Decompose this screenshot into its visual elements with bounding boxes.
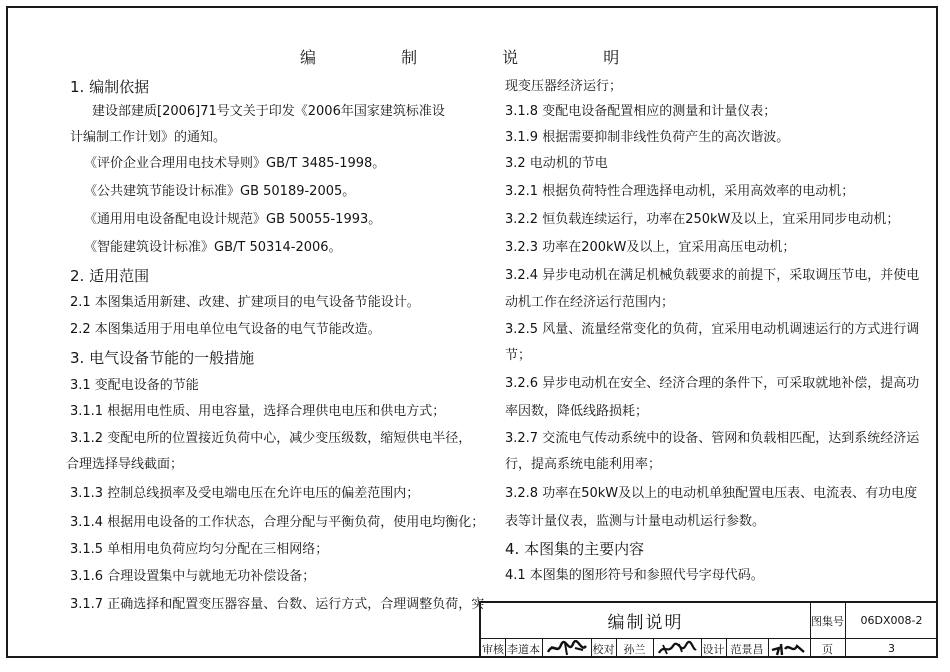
text-line: 合理选择导线截面； — [66, 457, 184, 472]
standard-reference: 《智能建筑设计标准》GB/T 50314-2006。 — [84, 240, 342, 255]
text-line: 2.2 本图集适用于用电单位电气设备的电气节能改造。 — [70, 322, 381, 337]
text-line: 3.1.9 根据需要抑制非线性负荷产生的高次谐波。 — [505, 130, 790, 145]
text-line: 行，提高系统电能利用率； — [505, 457, 662, 472]
text-line: 3.1.7 正确选择和配置变压器容量、台数、运行方式，合理调整负荷，实 — [70, 597, 485, 612]
page-number: 3 — [888, 642, 895, 655]
designer-signature-image — [769, 640, 809, 658]
checker-signature-image — [655, 640, 699, 658]
text-line: 4.1 本图集的图形符号和参照代号字母代码。 — [505, 568, 764, 583]
standard-reference: 《评价企业合理用电技术导则》GB/T 3485-1998。 — [84, 156, 386, 171]
designer-signature — [768, 639, 810, 658]
section-heading-basis: 1. 编制依据 — [70, 78, 150, 96]
reviewer-signature — [542, 639, 591, 658]
text-line: 3.1 变配电设备的节能 — [70, 378, 199, 393]
page-label: 页 — [822, 642, 833, 656]
designer-name: 范景昌 — [730, 642, 764, 656]
checker-name: 孙兰 — [623, 642, 646, 656]
text-line: 率因数，降低线路损耗； — [505, 404, 649, 419]
text-line: 3.2.7 交流电气传动系统中的设备、管网和负载相匹配，达到系统经济运 — [505, 431, 920, 446]
section-heading-measures: 3. 电气设备节能的一般措施 — [70, 349, 255, 367]
drawing-title: 编制说明 — [607, 613, 684, 633]
standard-reference: 《公共建筑节能设计标准》GB 50189-2005。 — [84, 184, 356, 199]
text-line: 3.1.4 根据用电设备的工作状态，合理分配与平衡负荷，使用电均衡化； — [70, 515, 485, 530]
text-line: 建设部建质[2006]71号文关于印发《2006年国家建筑标准设 — [92, 104, 445, 119]
reviewer-signature-image — [545, 640, 589, 658]
text-line: 3.2.1 根据负荷特性合理选择电动机，采用高效率的电动机； — [505, 184, 855, 199]
text-line: 节； — [505, 348, 532, 363]
reviewer-name: 李道本 — [507, 642, 540, 656]
section-heading-scope: 2. 适用范围 — [70, 267, 150, 285]
text-line: 3.1.2 变配电所的位置接近负荷中心，减少变压级数，缩短供电半径， — [70, 431, 472, 446]
text-line: 3.1.5 单相用电负荷应均匀分配在三相网络； — [70, 542, 329, 557]
text-line: 2.1 本图集适用新建、改建、扩建项目的电气设备节能设计。 — [70, 295, 420, 310]
checker-label: 校对 — [592, 642, 615, 656]
text-line: 3.1.3 控制总线损率及受电端电压在允许电压的偏差范围内； — [70, 486, 420, 501]
designer-label: 设计 — [702, 642, 725, 656]
reviewer-label: 审核 — [482, 642, 504, 656]
atlas-number-label: 图集号 — [811, 614, 844, 628]
standard-reference: 《通用用电设备配电设计规范》GB 50055-1993。 — [84, 212, 382, 227]
text-line: 3.2.3 功率在200kW及以上，宜采用高压电动机； — [505, 240, 796, 255]
text-line: 3.2.8 功率在50kW及以上的电动机单独配置电压表、电流表、有功电度 — [505, 486, 918, 501]
text-line: 3.2.5 风量、流量经常变化的负荷，宜采用电动机调速运行的方式进行调 — [505, 322, 920, 337]
text-line: 表等计量仪表，监测与计量电动机运行参数。 — [505, 514, 766, 529]
page-title: 编 制 说 明 — [300, 48, 660, 67]
text-line: 3.1.6 合理设置集中与就地无功补偿设备； — [70, 569, 316, 584]
text-line: 3.2.4 异步电动机在满足机械负载要求的前提下，采取调压节电，并使电 — [505, 268, 920, 283]
atlas-number: 06DX008-2 — [860, 614, 923, 627]
checker-signature — [653, 639, 701, 658]
text-line: 现变压器经济运行； — [505, 79, 623, 94]
text-line: 3.1.1 根据用电性质、用电容量，选择合理供电电压和供电方式； — [70, 404, 446, 419]
section-heading-content: 4. 本图集的主要内容 — [505, 540, 645, 558]
title-block — [479, 601, 938, 658]
text-line: 3.2 电动机的节电 — [505, 156, 608, 171]
text-line: 3.2.2 恒负载连续运行，功率在250kW及以上，宜采用同步电动机； — [505, 212, 900, 227]
text-line: 3.1.8 变配电设备配置相应的测量和计量仪表； — [505, 104, 777, 119]
text-line: 计编制工作计划》的通知。 — [70, 130, 227, 145]
text-line: 动机工作在经济运行范围内； — [505, 295, 675, 310]
text-line: 3.2.6 异步电动机在安全、经济合理的条件下，可采取就地补偿，提高功 — [505, 376, 920, 391]
